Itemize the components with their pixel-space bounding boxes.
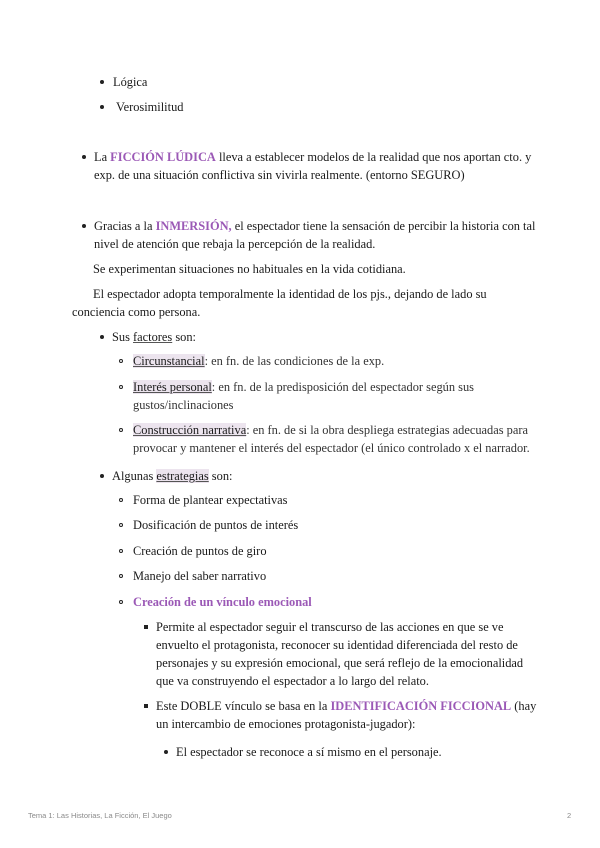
inmersion-line2: nivel de atención que rebaja la percepción de la realidad.	[94, 237, 376, 251]
bullet-dot	[164, 750, 168, 754]
text: (hay	[511, 699, 537, 713]
text: : en fn. de las condiciones de la exp.	[204, 354, 385, 368]
paragraph: El espectador adopta temporalmente la identidad de los pjs., dejando de lado su	[93, 287, 487, 301]
sub-bullet-circle	[119, 385, 123, 389]
estrategia-item: Manejo del saber narrativo	[133, 569, 267, 583]
factor-term: Interés personal	[133, 380, 212, 394]
bullet-dot	[82, 155, 86, 159]
text: son:	[172, 330, 196, 344]
vinculo-emocional-item: Creación de un vínculo emocional	[133, 595, 312, 609]
factor-term: Construcción narrativa	[133, 423, 247, 437]
vinculo-point-line: envuelto el protagonista, reconocer su identidad diferenciada del resto de	[156, 638, 518, 652]
sub-bullet-circle	[119, 498, 123, 502]
sub-bullet-circle	[119, 574, 123, 578]
estrategias-keyword: estrategias	[156, 469, 209, 483]
identificacion-ficcional-term: IDENTIFICACIÓN FICCIONAL	[330, 699, 512, 713]
bullet-dot	[100, 105, 104, 109]
text: : en fn. de si la obra despliega estrategias adecuadas para	[246, 423, 528, 437]
bullet-dot	[100, 474, 104, 478]
text: son:	[208, 469, 233, 483]
ficcion-ludica-term: FICCIÓN LÚDICA	[110, 150, 216, 164]
text: Gracias a la	[94, 219, 156, 233]
vinculo-point-line: personajes y su expresión emocional, que será reflejo de la emocionalidad	[156, 656, 524, 670]
factores-heading	[112, 330, 196, 344]
inmersion-term: INMERSIÓN,	[155, 219, 232, 233]
sub-bullet-square	[144, 625, 148, 629]
factor-item	[133, 380, 474, 394]
text: el espectador tiene la sensación de percibir la historia con tal	[231, 219, 536, 233]
vinculo-subpoint: El espectador se reconoce a sí mismo en el personaje.	[176, 745, 442, 759]
factor-item-cont: gustos/inclinaciones	[133, 398, 234, 412]
text: Algunas	[112, 469, 157, 483]
estrategia-item: Creación de puntos de giro	[133, 544, 267, 558]
vinculo-point-line: Permite al espectador seguir el transcurso de las acciones en que se ve	[156, 620, 504, 634]
vinculo-point-identificacion	[156, 699, 536, 713]
sub-bullet-circle	[119, 428, 123, 432]
factores-keyword: factores	[133, 330, 173, 344]
list-item: Verosimilitud	[116, 100, 184, 114]
sub-bullet-circle	[119, 549, 123, 553]
footer-title: Tema 1: Las Historias, La Ficción, El Juego	[28, 811, 172, 820]
page-number: 2	[567, 811, 572, 820]
text: lleva a establecer modelos de la realidad que nos aportan cto. y	[215, 150, 532, 164]
vinculo-point-line: un intercambio de emociones protagonista-jugador):	[156, 717, 416, 731]
inmersion-paragraph	[94, 219, 535, 233]
factor-item	[133, 423, 528, 437]
ficcion-ludica-line2: exp. de una situación conflictiva sin vivirla realmente. (entorno SEGURO)	[94, 168, 465, 182]
factor-term: Circunstancial	[133, 354, 205, 368]
bullet-dot	[82, 224, 86, 228]
paragraph: conciencia como persona.	[72, 305, 201, 319]
sub-bullet-circle	[119, 359, 123, 363]
estrategia-item: Forma de plantear expectativas	[133, 493, 288, 507]
text: Sus	[112, 330, 134, 344]
list-item: Lógica	[113, 75, 148, 89]
sub-bullet-square	[144, 704, 148, 708]
factor-item-cont: provocar y mantener el interés del espectador (el único controlado x el narrador.	[133, 441, 530, 455]
sub-bullet-circle	[119, 600, 123, 604]
estrategia-item: Dosificación de puntos de interés	[133, 518, 299, 532]
estrategias-heading	[112, 469, 232, 483]
factor-item	[133, 354, 384, 368]
ficcion-ludica-paragraph	[94, 150, 531, 164]
text: Este DOBLE vínculo se basa en la	[156, 699, 331, 713]
text: : en fn. de la predisposición del espectador según sus	[211, 380, 474, 394]
bullet-dot	[100, 80, 104, 84]
bullet-dot	[100, 335, 104, 339]
vinculo-point-line: que va construyendo el espectador a lo largo del relato.	[156, 674, 429, 688]
text: La	[94, 150, 111, 164]
paragraph: Se experimentan situaciones no habituales en la vida cotidiana.	[93, 262, 406, 276]
sub-bullet-circle	[119, 523, 123, 527]
